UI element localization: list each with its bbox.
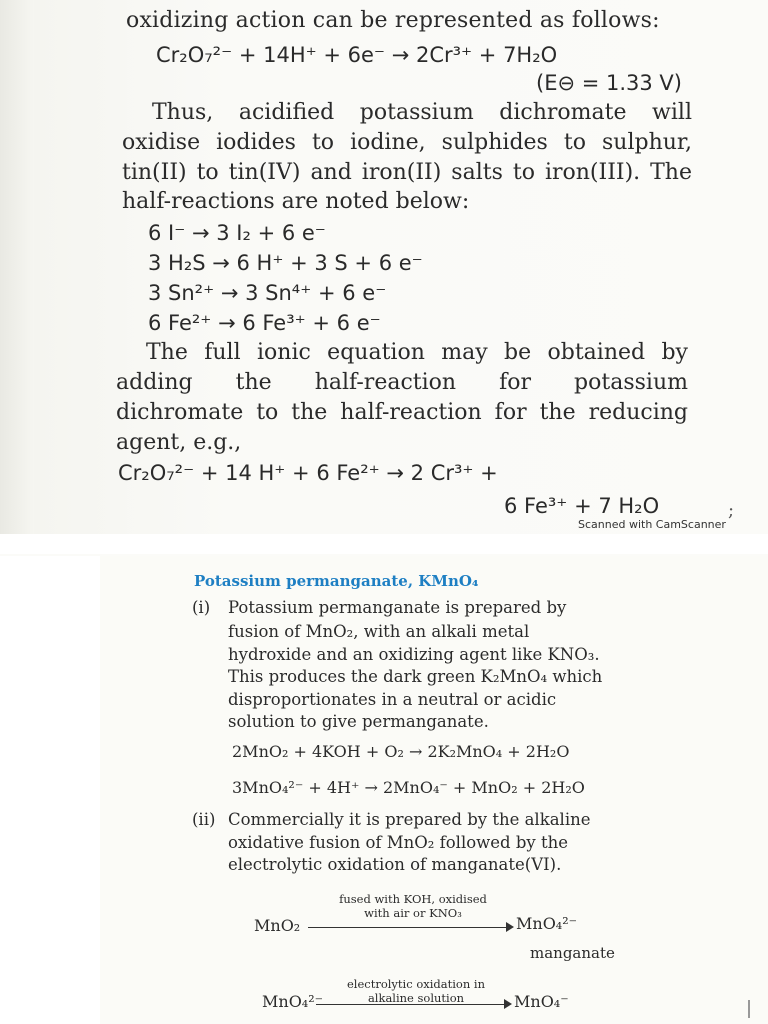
item-text: fusion of MnO₂, with an alkali metal bbox=[228, 622, 530, 641]
item-text: oxidative fusion of MnO₂ followed by the bbox=[228, 833, 569, 852]
half-reaction-sulphide: 3 H₂S → 6 H⁺ + 3 S + 6 e⁻ bbox=[148, 251, 423, 275]
item-text: (ii) Commercially it is prepared by the alkaline bbox=[192, 810, 591, 829]
equation-disproportionation: 3MnO₄²⁻ + 4H⁺ → 2MnO₄⁻ + MnO₂ + 2H₂O bbox=[232, 778, 585, 797]
half-reaction-tin: 3 Sn²⁺ → 3 Sn⁴⁺ + 6 e⁻ bbox=[148, 281, 387, 305]
item-number: (i) bbox=[192, 598, 211, 617]
scheme2-reactant: MnO₄²⁻ bbox=[262, 992, 324, 1011]
scanner-watermark: Scanned with CamScanner bbox=[578, 518, 726, 531]
dichromate-equation: Cr₂O₇²⁻ + 14H⁺ + 6e⁻ → 2Cr³⁺ + 7H₂O bbox=[156, 43, 558, 67]
scheme1-product: MnO₄²⁻ bbox=[516, 914, 578, 933]
paragraph-line: dichromate to the half-reaction for the reducing bbox=[116, 400, 688, 425]
scheme2-product: MnO₄⁻ bbox=[514, 992, 569, 1011]
scheme2-condition: electrolytic oxidation in bbox=[346, 977, 486, 991]
paragraph-line: half-reactions are noted below: bbox=[122, 189, 470, 214]
scheme2-condition: alkaline solution bbox=[367, 991, 465, 1005]
section-heading: Potassium permanganate, KMnO₄ bbox=[194, 572, 479, 590]
item-text: disproportionates in a neutral or acidic bbox=[228, 690, 557, 709]
intro-line: oxidizing action can be represented as follows: bbox=[126, 8, 660, 33]
reaction-arrow bbox=[316, 1004, 506, 1005]
scheme1-condition: with air or KNO₃ bbox=[364, 906, 462, 920]
paragraph-line: adding the half-reaction for potassium bbox=[116, 370, 688, 395]
paragraph-line: The full ionic equation may be obtained by bbox=[146, 340, 688, 365]
scheme1-reactant: MnO₂ bbox=[254, 916, 301, 935]
page-gap bbox=[0, 534, 768, 554]
item-number: (ii) bbox=[192, 810, 216, 829]
half-reaction-iodide: 6 I⁻ → 3 I₂ + 6 e⁻ bbox=[148, 221, 326, 245]
arrowhead-icon bbox=[506, 922, 514, 932]
item-text: (i) Potassium permanganate is prepared by bbox=[192, 598, 567, 617]
scheme1-condition: fused with KOH, oxidised bbox=[339, 892, 487, 906]
half-reaction-iron: 6 Fe²⁺ → 6 Fe³⁺ + 6 e⁻ bbox=[148, 311, 381, 335]
item-text: solution to give permanganate. bbox=[228, 712, 489, 731]
paragraph-line: agent, e.g., bbox=[116, 430, 242, 455]
item-text: This produces the dark green K₂MnO₄ which bbox=[228, 667, 603, 686]
paragraph-line: oxidise iodides to iodine, sulphides to sulphur, bbox=[122, 130, 692, 155]
scheme1-product-name: manganate bbox=[530, 944, 615, 962]
full-ionic-equation-part1: Cr₂O₇²⁻ + 14 H⁺ + 6 Fe²⁺ → 2 Cr³⁺ + bbox=[118, 461, 498, 485]
item-text: hydroxide and an oxidizing agent like KNO₃. bbox=[228, 645, 600, 664]
item-text: electrolytic oxidation of manganate(VI). bbox=[228, 855, 562, 874]
full-ionic-equation-part2: 6 Fe³⁺ + 7 H₂O bbox=[504, 494, 660, 518]
reaction-arrow bbox=[308, 927, 508, 928]
equation-manganate-formation: 2MnO₂ + 4KOH + O₂ → 2K₂MnO₄ + 2H₂O bbox=[232, 742, 570, 761]
paragraph-line: Thus, acidified potassium dichromate will bbox=[152, 100, 692, 125]
arrowhead-icon bbox=[504, 999, 512, 1009]
paragraph-line: tin(II) to tin(IV) and iron(II) salts to iron(III). The bbox=[122, 160, 692, 185]
trailing-mark: ; bbox=[728, 500, 735, 521]
scan-artifact bbox=[748, 1000, 750, 1018]
electrode-potential: (E⊖ = 1.33 V) bbox=[536, 71, 682, 95]
blank-margin bbox=[0, 556, 100, 1024]
page-shadow-edge bbox=[0, 0, 34, 534]
